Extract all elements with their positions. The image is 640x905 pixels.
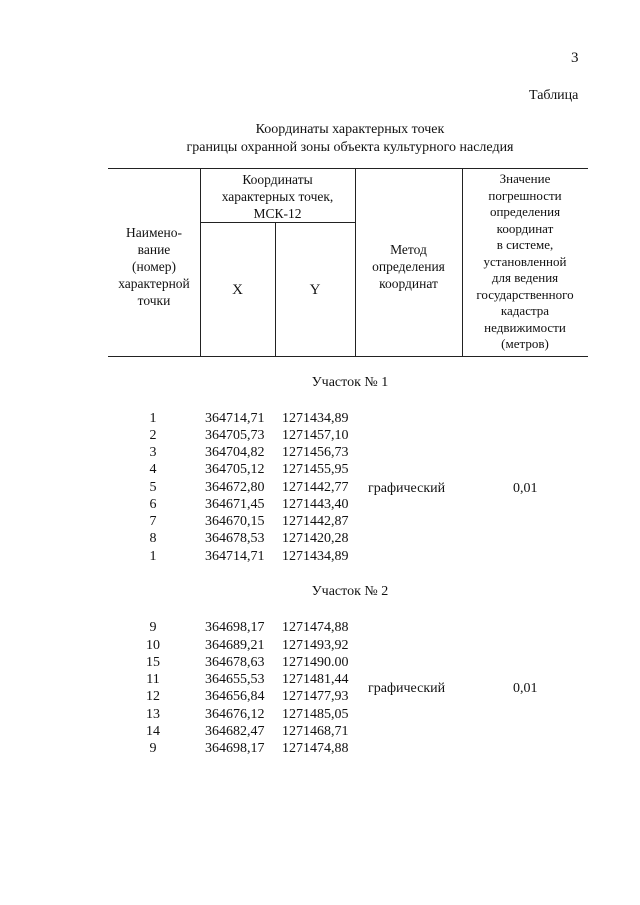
table-row <box>128 548 388 565</box>
header-name-column <box>108 224 200 309</box>
header-text: для ведения <box>491 270 559 285</box>
coords-subheader-border <box>200 222 355 223</box>
header-text: определения <box>489 204 561 219</box>
header-text: в системе, <box>496 237 554 252</box>
x-coordinate: 364678,53 <box>205 531 265 546</box>
table-label: Таблица <box>529 88 579 103</box>
header-coords-column <box>200 171 355 222</box>
header-x: X <box>232 282 243 298</box>
x-coordinate: 364704,82 <box>205 445 265 460</box>
y-coordinate: 1271477,93 <box>282 689 349 704</box>
x-coordinate: 364689,21 <box>205 638 265 653</box>
table-row <box>128 444 388 461</box>
table-row <box>128 410 388 427</box>
point-number: 15 <box>146 655 160 670</box>
y-coordinate: 1271434,89 <box>282 549 349 564</box>
header-text: (номер) <box>132 259 176 274</box>
x-coordinate: 364656,84 <box>205 689 265 704</box>
point-number: 8 <box>149 531 157 546</box>
header-y: Y <box>309 282 321 298</box>
table-row <box>128 530 388 547</box>
x-coordinate: 364676,12 <box>205 707 265 722</box>
y-coordinate: 1271455,95 <box>282 462 349 477</box>
header-text: (метров) <box>501 336 549 351</box>
x-coordinate: 364705,73 <box>205 428 265 443</box>
table-row <box>128 479 388 496</box>
table-row <box>128 461 388 478</box>
header-text: кадастра <box>500 303 550 318</box>
table-caption <box>0 121 640 157</box>
header-bottom-border <box>108 356 588 357</box>
method-value: графический <box>368 681 446 696</box>
table-row <box>128 637 388 654</box>
x-coordinate: 364714,71 <box>205 411 265 426</box>
point-number: 14 <box>146 724 160 739</box>
caption-line-1: Координаты характерных точек <box>255 122 445 137</box>
x-coordinate: 364672,80 <box>205 480 265 495</box>
table-row <box>128 740 388 757</box>
x-coordinate: 364655,53 <box>205 672 265 687</box>
header-text: МСК-12 <box>253 206 302 221</box>
table-header <box>108 168 588 357</box>
header-text: вание <box>137 242 171 257</box>
header-text: погрешности <box>488 187 562 203</box>
header-text: недвижимости <box>484 319 566 335</box>
x-coordinate: 364671,45 <box>205 497 265 512</box>
table-row <box>128 654 388 671</box>
point-number: 5 <box>149 480 157 495</box>
table-row <box>128 688 388 705</box>
table-row <box>128 671 388 688</box>
header-method-column <box>355 241 462 292</box>
table-row <box>128 723 388 740</box>
accuracy-value: 0,01 <box>513 681 538 696</box>
y-coordinate: 1271442,77 <box>282 480 349 495</box>
header-text: координат <box>379 276 438 291</box>
y-coordinate: 1271474,88 <box>282 620 349 635</box>
y-coordinate: 1271457,10 <box>282 428 349 443</box>
section-title: Участок № 2 <box>311 584 389 599</box>
header-text: Наимено- <box>126 225 182 240</box>
header-text: характерных точек, <box>221 189 334 204</box>
point-number: 10 <box>146 638 160 653</box>
point-number: 11 <box>146 672 160 687</box>
point-number: 3 <box>149 445 157 460</box>
section-title: Участок № 1 <box>311 375 389 390</box>
header-text: Координаты <box>242 172 313 187</box>
point-number: 1 <box>149 549 157 564</box>
point-number: 6 <box>149 497 157 512</box>
y-coordinate: 1271434,89 <box>282 411 349 426</box>
point-number: 1 <box>149 411 157 426</box>
y-coordinate: 1271420,28 <box>282 531 349 546</box>
accuracy-value: 0,01 <box>513 481 538 496</box>
y-coordinate: 1271443,40 <box>282 497 349 512</box>
header-text: Значение <box>499 171 551 186</box>
y-coordinate: 1271490.00 <box>282 655 349 670</box>
x-coordinate: 364670,15 <box>205 514 265 529</box>
y-coordinate: 1271474,88 <box>282 741 349 756</box>
header-text: установленной <box>483 253 567 269</box>
x-coordinate: 364678,63 <box>205 655 265 670</box>
page-number: 3 <box>571 50 579 66</box>
header-text: определения <box>372 259 445 274</box>
point-number: 7 <box>149 514 157 529</box>
table-row <box>128 619 388 636</box>
x-coordinate: 364698,17 <box>205 741 265 756</box>
point-number: 4 <box>149 462 157 477</box>
method-value: графический <box>368 481 446 496</box>
header-accuracy-column <box>462 171 588 353</box>
header-top-border <box>108 168 588 169</box>
y-coordinate: 1271481,44 <box>282 672 349 687</box>
point-number: 13 <box>146 707 160 722</box>
y-coordinate: 1271468,71 <box>282 724 349 739</box>
point-number: 12 <box>146 689 160 704</box>
point-number: 2 <box>149 428 157 443</box>
caption-line-2: границы охранной зоны объекта культурного наследия <box>186 140 514 155</box>
y-coordinate: 1271442,87 <box>282 514 349 529</box>
x-coordinate: 364705,12 <box>205 462 265 477</box>
x-coordinate: 364698,17 <box>205 620 265 635</box>
y-coordinate: 1271493,92 <box>282 638 349 653</box>
header-text: Метод <box>390 242 427 257</box>
point-number: 9 <box>149 741 157 756</box>
x-coordinate: 364682,47 <box>205 724 265 739</box>
table-row <box>128 427 388 444</box>
table-row <box>128 706 388 723</box>
y-coordinate: 1271456,73 <box>282 445 349 460</box>
header-text: координат <box>496 220 554 236</box>
table-row <box>128 513 388 530</box>
point-number: 9 <box>149 620 157 635</box>
header-text: характерной <box>118 276 190 291</box>
header-text: государственного <box>476 286 574 302</box>
y-coordinate: 1271485,05 <box>282 707 349 722</box>
header-text: точки <box>137 293 171 308</box>
table-row <box>128 496 388 513</box>
x-coordinate: 364714,71 <box>205 549 265 564</box>
